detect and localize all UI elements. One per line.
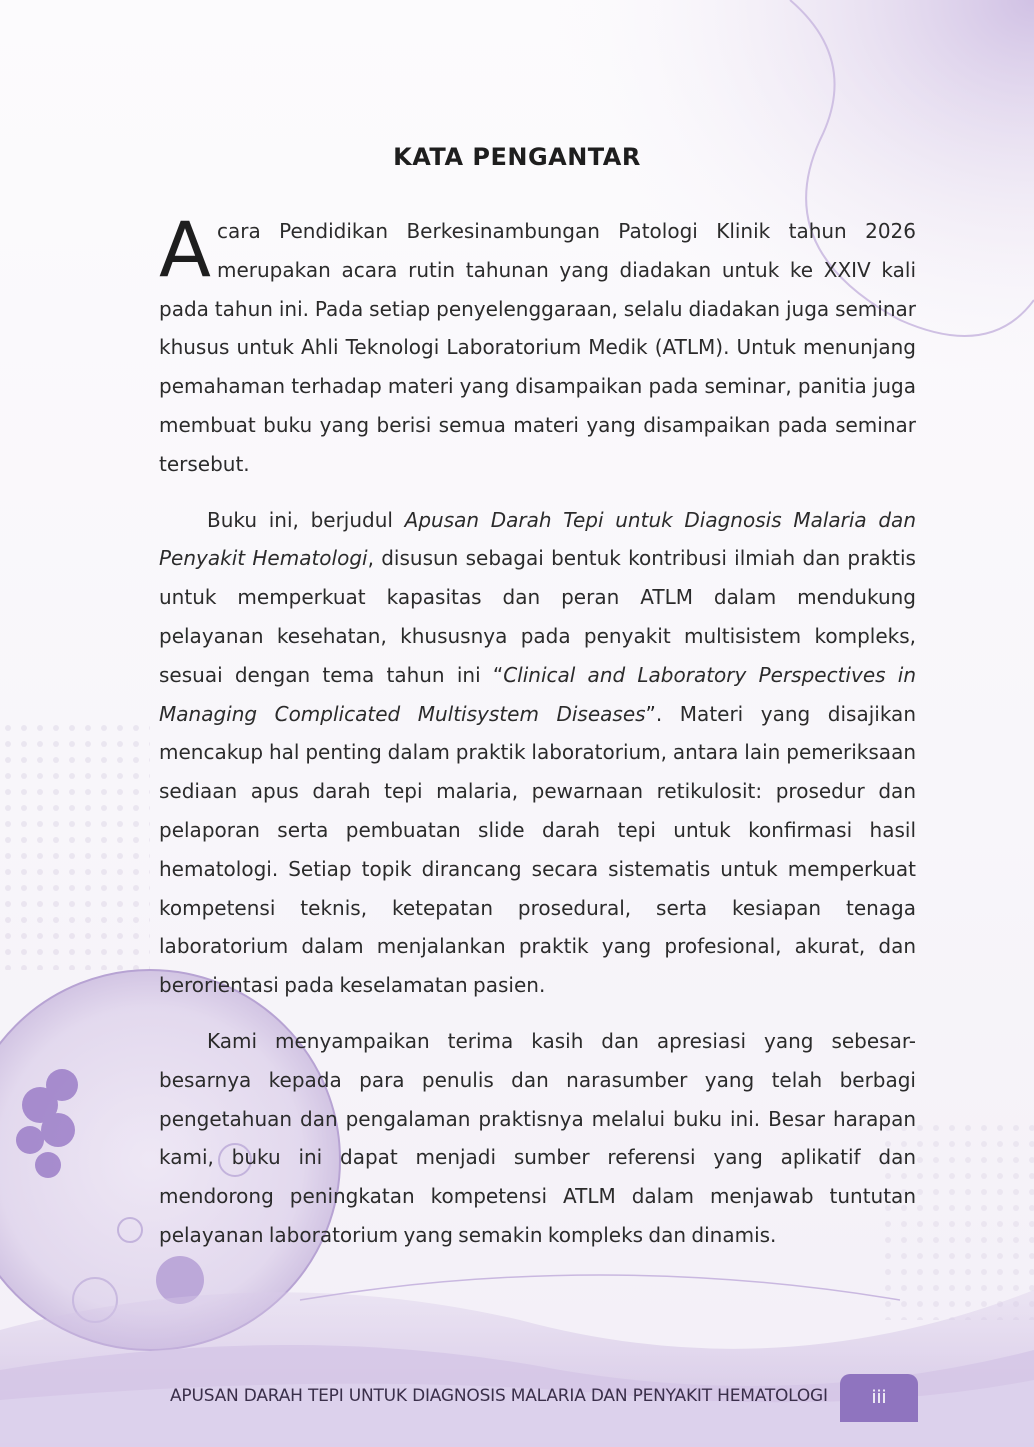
drop-cap: A (159, 205, 211, 294)
book-title-italic: Apusan Darah Tepi untuk Diagnosis Malaria dan Penyakit Hematologi (159, 507, 916, 571)
paragraph-2-text-a: Buku ini, berjudul (207, 507, 405, 532)
paragraph-1-text: cara Pendidikan Berkesinambungan Patologi Klinik tahun 2026 merupakan acara rutin tahunan yang diadakan untuk ke XXIV kali pada tahun ini. Pada setiap penyelenggaraan, selalu diadakan juga seminar khusus untuk Ahli Teknologi Laboratorium Medik (ATLM). Untuk menunjang pemahaman terhadap materi yang disampaikan pada seminar, panitia juga membuat buku yang berisi semua materi yang disampaikan pada seminar tersebut. (159, 219, 916, 476)
theme-italic: Clinical and Laboratory Perspectives in Managing Complicated Multisystem Diseases (159, 662, 916, 726)
foreword-body (159, 205, 916, 1272)
paragraph-1 (159, 205, 916, 484)
paragraph-2-text-c: ”. Materi yang disajikan mencakup hal penting dalam praktik laboratorium, antara lain pemeriksaan sediaan apus darah tepi malaria, pewarnaan retikulosit: prosedur dan pelaporan serta pembuatan slide darah tepi untuk konfirmasi hasil hematologi. Setiap topik dirancang secara sistematis untuk memperkuat kompetensi teknis, ketepatan prosedural, serta kesiapan tenaga laboratorium dalam menjalankan praktik yang profesional, akurat, dan berorientasi pada keselamatan pasien. (159, 701, 916, 998)
paragraph-3: Kami menyampaikan terima kasih dan apresiasi yang sebesar-besarnya kepada para penulis dan narasumber yang telah berbagi pengetahuan dan pengalaman praktisnya melalui buku ini. Besar harapan kami, buku ini dapat menjadi sumber referensi yang aplikatif dan mendorong peningkatan kompetensi ATLM dalam menjawab tuntutan pelayanan laboratorium yang semakin kompleks dan dinamis. (159, 1028, 916, 1247)
paragraph-2-text-b: , disusun sebagai bentuk kontribusi ilmiah dan praktis untuk memperkuat kapasitas dan peran ATLM dalam mendukung pelayanan kesehatan, khususnya pada penyakit multisistem kompleks, sesuai dengan tema tahun ini “ (159, 546, 916, 687)
paragraph-2 (159, 501, 916, 1005)
page-number: iii (840, 1374, 918, 1422)
page-title: KATA PENGANTAR (393, 143, 641, 171)
running-footer: APUSAN DARAH TEPI UNTUK DIAGNOSIS MALARIA DAN PENYAKIT HEMATOLOGI (170, 1386, 828, 1406)
